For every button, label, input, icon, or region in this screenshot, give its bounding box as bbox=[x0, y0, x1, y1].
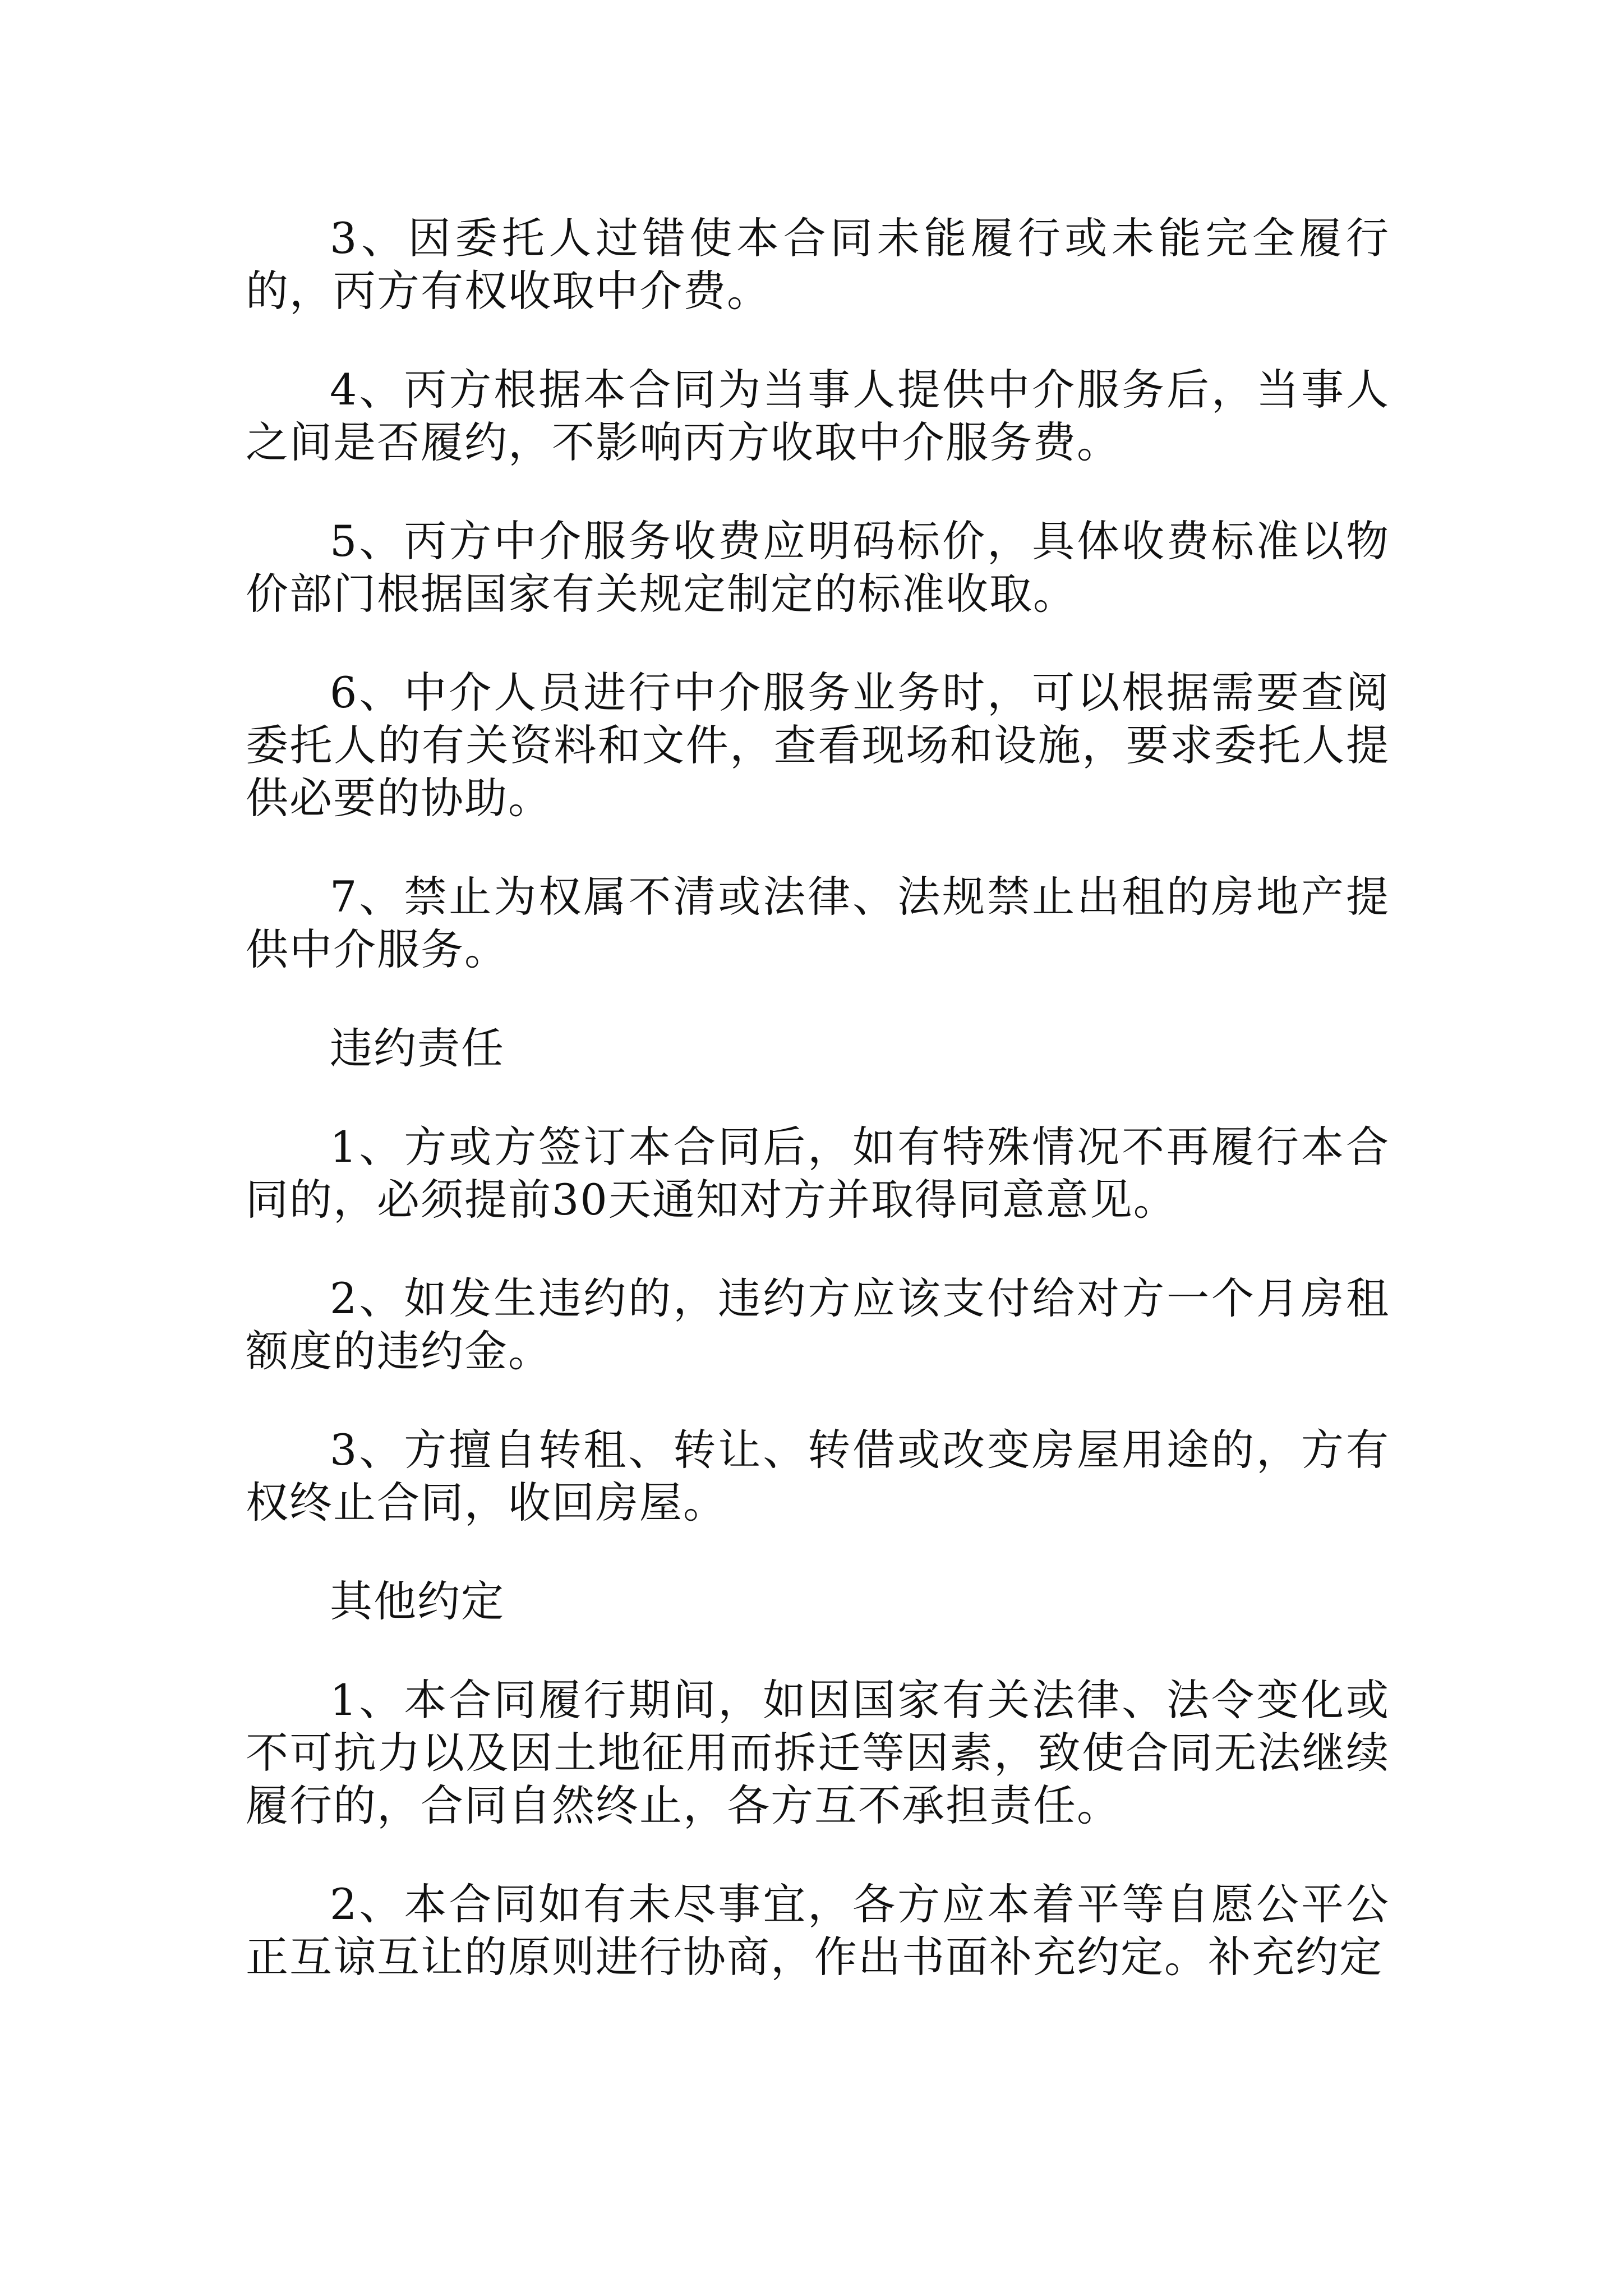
clause-4-fee: 4、丙方根据本合同为当事人提供中介服务后，当事人之间是否履约，不影响丙方收取中介服务费。 bbox=[246, 365, 1390, 467]
liability-clause-2: 2、如发生违约的，违约方应该支付给对方一个月房租额度的违约金。 bbox=[246, 1273, 1390, 1376]
other-clause-1: 1、本合同履行期间，如因国家有关法律、法令变化或不可抗力以及因土地征用而拆迁等因素，致使合同无法继续履行的，合同自然终止，各方互不承担责任。 bbox=[246, 1675, 1390, 1830]
clause-7-prohibition: 7、禁止为权属不清或法律、法规禁止出租的房地产提供中介服务。 bbox=[246, 872, 1390, 974]
clause-3-fault: 3、因委托人过错使本合同未能履行或未能完全履行的，丙方有权收取中介费。 bbox=[246, 213, 1390, 316]
clause-5-pricing: 5、丙方中介服务收费应明码标价，具体收费标准以物价部门根据国家有关规定制定的标准收取。 bbox=[246, 516, 1390, 619]
section-heading-liability: 违约责任 bbox=[330, 1023, 505, 1073]
clause-6-review: 6、中介人员进行中介服务业务时，可以根据需要查阅委托人的有关资料和文件，查看现场和设施，要求委托人提供必要的协助。 bbox=[246, 668, 1390, 823]
other-clause-2: 2、本合同如有未尽事宜，各方应本着平等自愿公平公正互谅互让的原则进行协商，作出书面补充约定。补充约定 bbox=[246, 1879, 1390, 1982]
section-heading-other: 其他约定 bbox=[330, 1576, 505, 1626]
liability-clause-1: 1、方或方签订本合同后，如有特殊情况不再履行本合同的，必须提前30天通知对方并取得同意意见。 bbox=[246, 1122, 1390, 1225]
document-body bbox=[246, 212, 1390, 2030]
liability-clause-3: 3、方擅自转租、转让、转借或改变房屋用途的，方有权终止合同，收回房屋。 bbox=[246, 1425, 1390, 1527]
